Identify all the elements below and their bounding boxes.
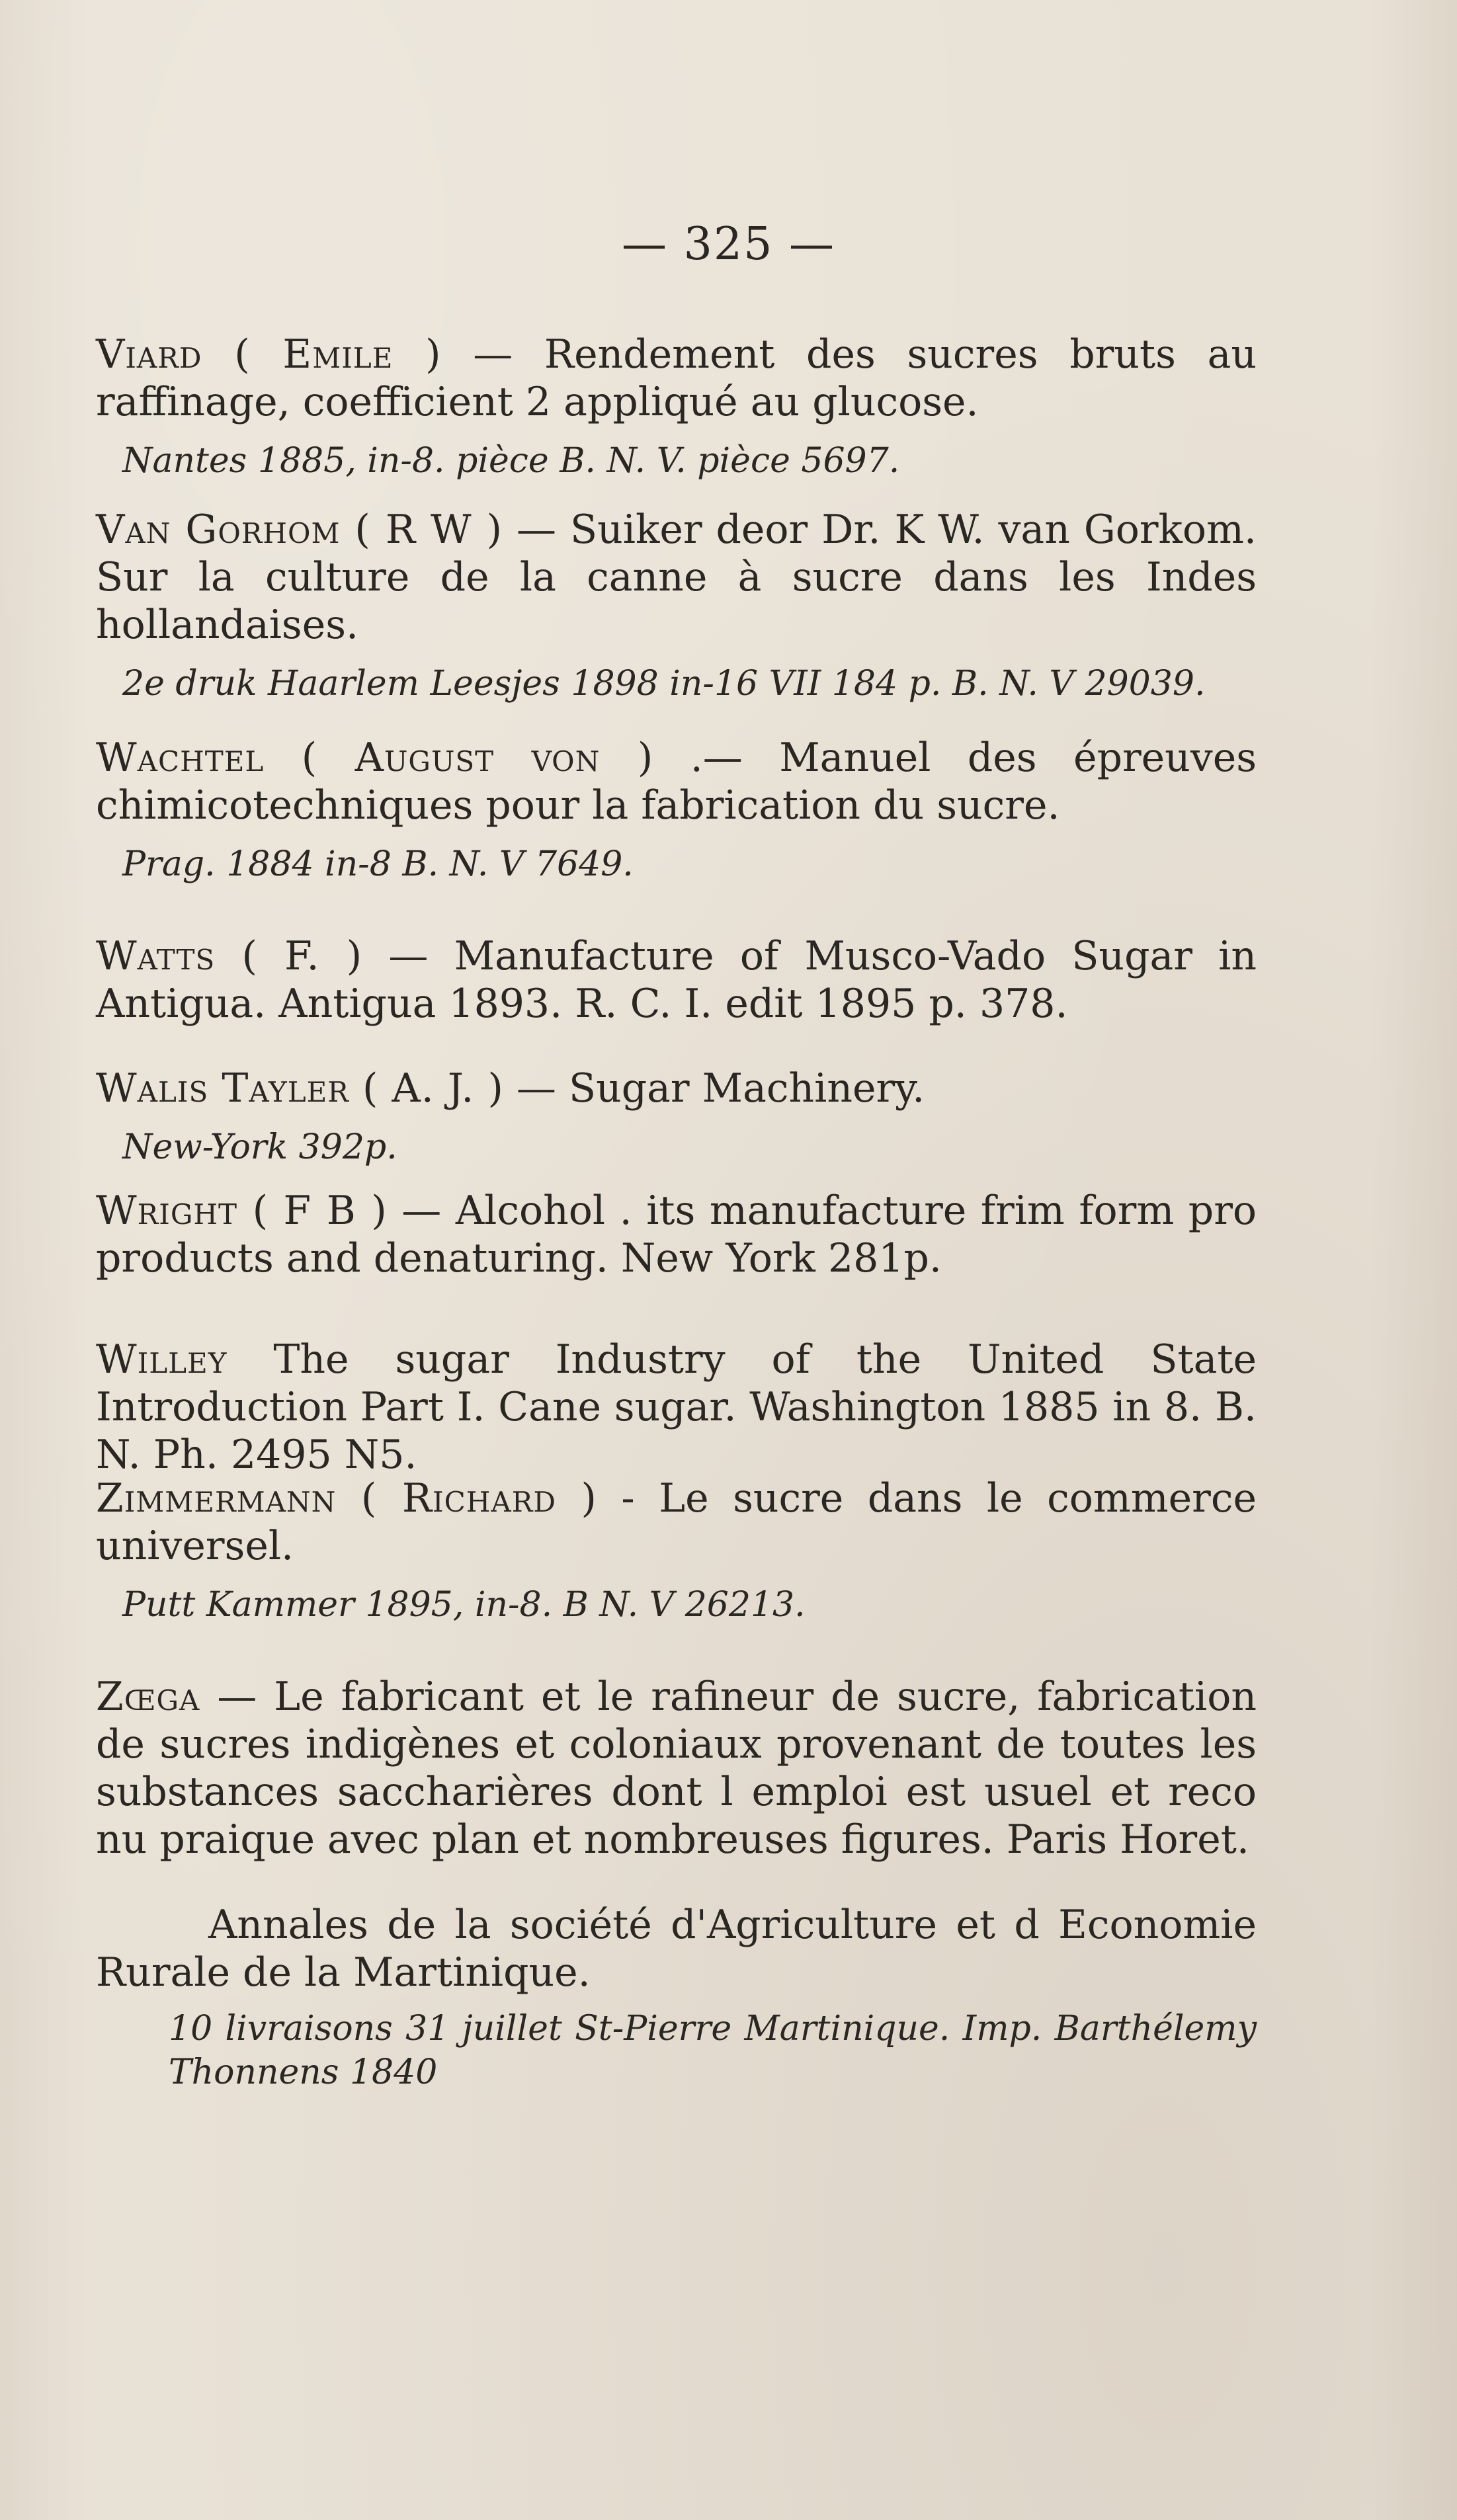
bibliography-entry-wachtel (96, 734, 1257, 886)
entry-author: Van Gorhom ( R W ) (96, 507, 503, 553)
bibliography-entry-walis-tayler (96, 1065, 1257, 1169)
entry-title: — Le fabricant et le rafineur de sucre, fabrication de sucres indigènes et coloniaux provenant de toutes les substances saccharières dont l emploi est usuel et reco nu praique avec plan et nombreuses figures. Paris Horet. (96, 1674, 1257, 1863)
bibliography-entry-van-gorhom (96, 506, 1257, 706)
entry-title: .— Manuel des épreuves chimicotechniques pour la fabrication du sucre. (96, 735, 1257, 829)
entry-title: — Manufacture of Musco-Vado Sugar in Antigua. Antigua 1893. R. C. I. edit 1895 p. 378. (96, 933, 1257, 1027)
page-number: — 325 — (621, 218, 836, 270)
bibliography-entry-viard (96, 331, 1257, 483)
bibliography-entry-zoega (96, 1673, 1257, 1863)
entry-imprint: 2e druk Haarlem Leesjes 1898 in-16 VII 184 p. B. N. V 29039. (122, 664, 1206, 704)
entry-title: The sugar Industry of the United State Introduction Part I. Cane sugar. Washington 1885 in 8. B. N. Ph. 2495 N5. (96, 1336, 1257, 1478)
entry-author: Walis Tayler ( A. J. ) (96, 1065, 504, 1112)
entry-author: Willey (96, 1336, 228, 1383)
entry-author: Wright ( F B ) (96, 1188, 388, 1234)
entry-author: Zimmermann ( Richard ) (96, 1475, 597, 1522)
entry-imprint: Prag. 1884 in-8 B. N. V 7649. (122, 844, 634, 884)
entry-title: - Le sucre dans le commerce universel. (96, 1475, 1257, 1569)
entry-author: Viard ( Emile ) (96, 331, 442, 378)
entry-imprint: Nantes 1885, in-8. pièce B. N. V. pièce 5697. (122, 441, 900, 481)
entry-imprint: New-York 392p. (122, 1127, 397, 1167)
entry-author: Zœga (96, 1674, 200, 1720)
bibliography-entry-annales (96, 1901, 1257, 2094)
annales-title: Annales de la société d'Agriculture et d Economie Rurale de la Martinique. (96, 1902, 1257, 1996)
bibliography-entry-watts (96, 932, 1257, 1028)
annales-imprint: 10 livraisons 31 juillet St-Pierre Martinique. Imp. Barthélemy Thonnens 1840 (169, 2009, 1257, 2092)
bibliography-entry-zimmermann (96, 1475, 1257, 1627)
entry-imprint: Putt Kammer 1895, in-8. B N. V 26213. (122, 1585, 806, 1625)
bibliography-entry-wright (96, 1187, 1257, 1282)
bibliography-entry-willey (96, 1336, 1257, 1479)
entry-title: — Rendement des sucres bruts au raffinage, coefficient 2 appliqué au glucose. (96, 331, 1257, 425)
entry-author: Wachtel ( August von ) (96, 735, 654, 781)
entry-author: Watts ( F. ) (96, 933, 363, 979)
entry-title: — Sugar Machinery. (503, 1065, 925, 1112)
entry-title: — Alcohol . its manufacture frim form pro products and denaturing. New York 281p. (96, 1188, 1257, 1281)
entry-title: — Suiker deor Dr. K W. van Gorkom. Sur la culture de la canne à sucre dans les Indes hollandaises. (96, 507, 1257, 648)
